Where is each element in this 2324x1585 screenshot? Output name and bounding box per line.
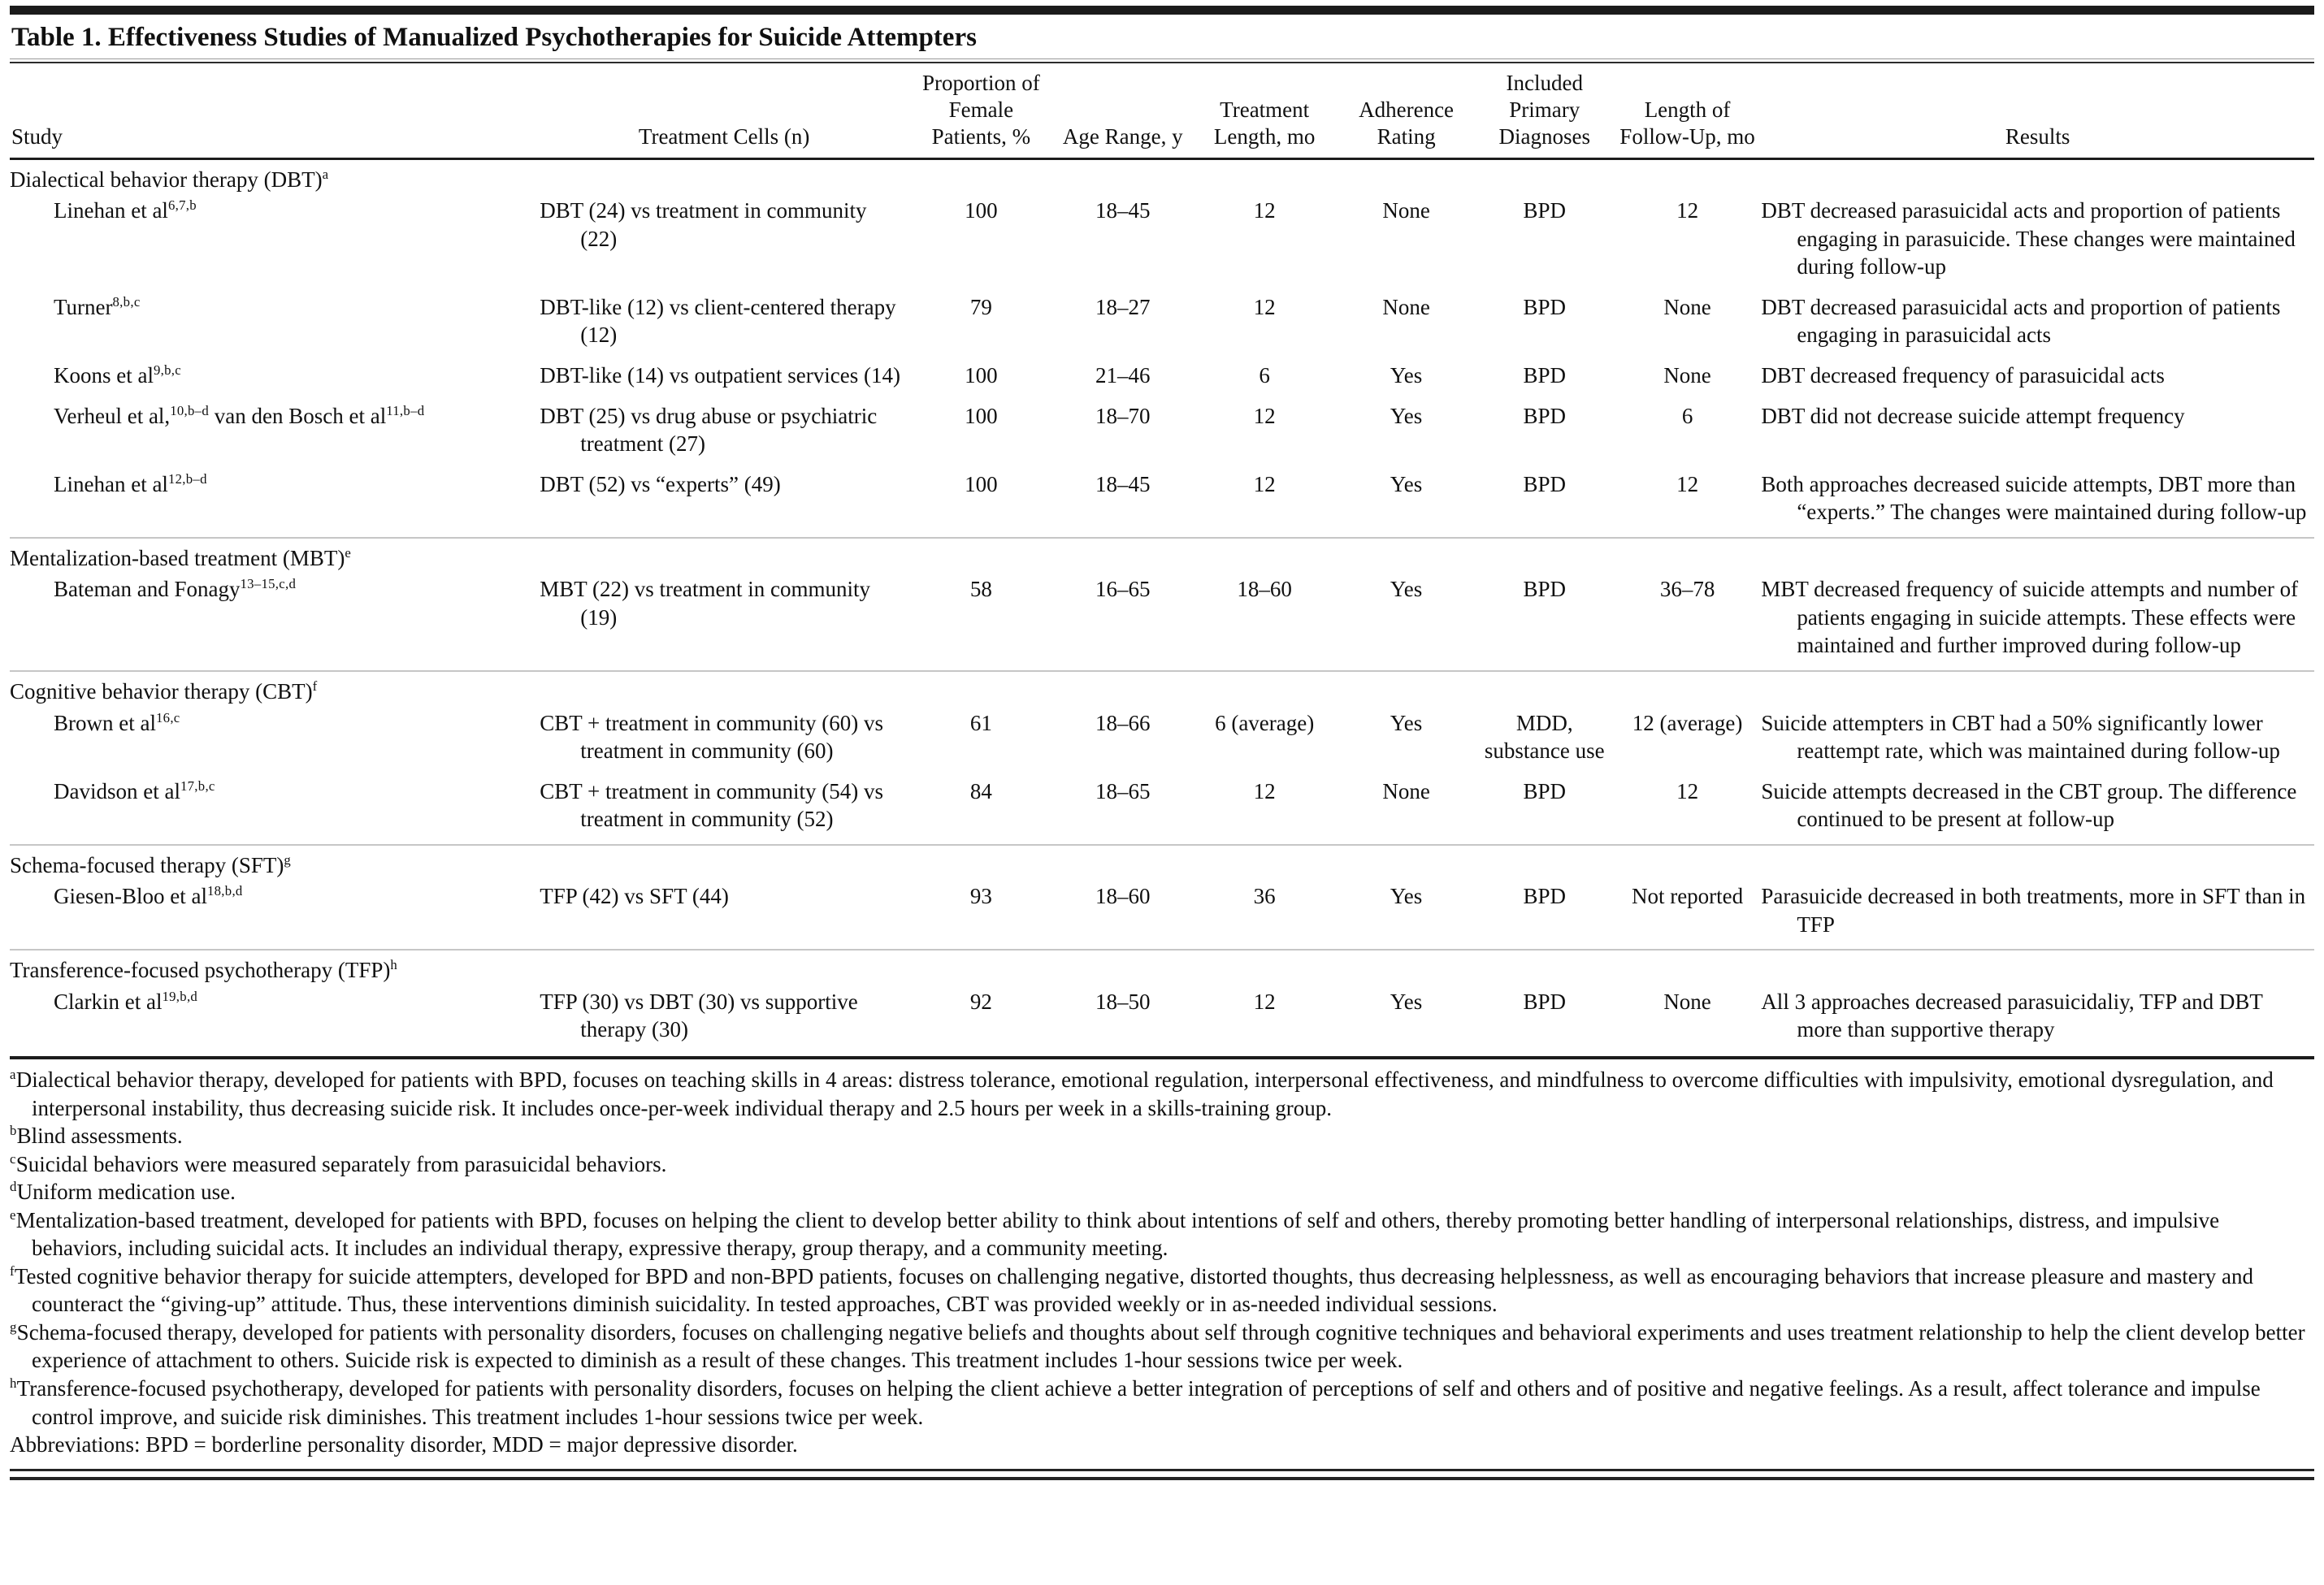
study-name: Brown et al: [54, 710, 156, 735]
footnote: [10, 1178, 2314, 1206]
adherence-rating-cell: Yes: [1390, 989, 1423, 1014]
table-row: [10, 292, 2314, 360]
table-row: [10, 574, 2314, 671]
age-range-cell: 18–45: [1095, 198, 1151, 223]
section-header-cell: [10, 158, 2314, 195]
study-cell: [10, 986, 540, 1055]
footnote-text: Suicidal behaviors were measured separately from parasuicidal behaviors.: [15, 1151, 667, 1176]
followup-length-cell: None: [1663, 989, 1711, 1014]
age-range-cell: 18–66: [1095, 710, 1151, 735]
study-name: van den Bosch et al: [209, 403, 387, 428]
study-name: Giesen-Bloo et al: [54, 884, 207, 909]
abbreviations-note: Abbreviations: BPD = borderline personality disorder, MDD = major depressive disorder.: [10, 1432, 798, 1457]
adherence-rating-cell: Yes: [1390, 884, 1423, 909]
reference-superscript: 17,b,c: [180, 777, 215, 794]
female-percentage-cell: 61: [969, 710, 992, 735]
footnote-text: Dialectical behavior therapy, developed for patients with BPD, focuses on teaching skills in 4 areas: distress tolerance, emotional regulation, interpersonal effectiveness, and mindfulness to overcome difficulties with impulsivity, emotional dysregulation, and interpersonal instability, thus decreasing suicide risk. It includes once-per-week individual therapy and 2.5 hours per week in a skills-training group.: [15, 1067, 2274, 1120]
adherence-rating-cell: Yes: [1390, 363, 1423, 388]
footnotes: [10, 1056, 2314, 1459]
footnote-text: Blind assessments.: [16, 1124, 183, 1149]
study-name: Turner: [54, 294, 113, 319]
section-header-cell: [10, 950, 2314, 986]
table-row: [10, 986, 2314, 1055]
footnote: [10, 1150, 2314, 1179]
paper-page: [0, 6, 2324, 1480]
age-range-cell: 21–46: [1095, 363, 1151, 388]
table-body: [10, 158, 2314, 1055]
study-name: Koons et al: [54, 363, 154, 388]
footnote-marker-superscript: d: [10, 1179, 17, 1195]
treatment-length-cell: 12: [1253, 403, 1276, 428]
results-cell: Both approaches decreased suicide attempts, DBT more than “experts.” The changes were maintained during follow-up: [1761, 471, 2307, 525]
treatment-length-cell: 12: [1253, 294, 1276, 319]
treatment-length-cell: 18–60: [1237, 577, 1292, 602]
reference-superscript: 13–15,c,d: [240, 576, 297, 592]
section-header-label: Transference-focused psychotherapy (TFP): [10, 958, 391, 983]
study-name: Davidson et al: [54, 778, 180, 803]
footnote-marker-superscript: e: [345, 544, 352, 561]
study-cell: [10, 574, 540, 671]
followup-length-cell: 12: [1676, 198, 1699, 223]
results-cell: DBT decreased frequency of parasuicidal acts: [1761, 363, 2165, 388]
footnote-text: Transference-focused psychotherapy, developed for patients with personality disorders, focuses on helping the client achieve a better integration of perceptions of self and others and of positive and negative feelings. As a result, affect tolerance and impulse control improve, and suicide risk diminishes. This treatment includes 1-hour sessions twice per week.: [16, 1375, 2261, 1429]
age-range-cell: 18–65: [1095, 778, 1151, 803]
treatment-length-cell: 6 (average): [1215, 710, 1315, 735]
study-name: Linehan et al: [54, 198, 168, 223]
footnote-text: Schema-focused therapy, developed for patients with personality disorders, focuses on challenging negative beliefs and thoughts about self through cognitive techniques and behavioral experiments and uses treatment relationship to help the client develop better experience of attachment to others. Suicide risk is expected to diminish as a result of these changes. This treatment includes 1-hour sessions twice per week.: [16, 1319, 2305, 1373]
results-cell: DBT did not decrease suicide attempt frequency: [1761, 403, 2185, 428]
results-cell: All 3 approaches decreased parasuicidaliy, TFP and DBT more than supportive therapy: [1761, 989, 2263, 1042]
age-range-cell: 18–60: [1095, 884, 1151, 909]
table-title: Table 1. Effectiveness Studies of Manualized Psychotherapies for Suicide Attempters: [11, 23, 977, 52]
followup-length-cell: None: [1663, 363, 1711, 388]
results-cell: Parasuicide decreased in both treatments, more in SFT than in TFP: [1761, 884, 2306, 937]
adherence-rating-cell: None: [1382, 294, 1430, 319]
reference-superscript: 12,b–d: [167, 470, 207, 487]
top-rule: [10, 6, 2314, 15]
effectiveness-studies-table: [10, 63, 2314, 1055]
study-name: Bateman and Fonagy: [54, 577, 241, 602]
treatment-length-cell: 12: [1253, 471, 1276, 496]
table-row: [10, 776, 2314, 845]
study-cell: [10, 708, 540, 776]
age-range-cell: 16–65: [1095, 577, 1151, 602]
reference-superscript: 8,b,c: [112, 293, 141, 310]
treatment-cells-cell: CBT + treatment in community (54) vs treatment in community (52): [540, 778, 883, 832]
followup-length-cell: 6: [1681, 403, 1693, 428]
followup-length-cell: 12: [1676, 471, 1699, 496]
footnote: [10, 1066, 2314, 1122]
section-header-cell: [10, 845, 2314, 881]
study-cell: [10, 401, 540, 469]
results-cell: MBT decreased frequency of suicide attempts and number of patients engaging in suicide attempts. These effects were maintained and further improved during follow-up: [1761, 577, 2299, 658]
bottom-rule: [10, 1469, 2314, 1480]
reference-superscript: 11,b–d: [386, 402, 425, 418]
primary-diagnoses-cell: BPD: [1523, 577, 1566, 602]
footnote-text: Tested cognitive behavior therapy for suicide attempters, developed for BPD and non-BPD patients, focuses on challenging negative, distorted thoughts, thus decreasing helplessness, as well as encouraging behaviors that increase pleasure and mastery and counteract the “giving-up” attitude. Thus, these interventions diminish suicidality. In tested approaches, CBT was provided weekly or in as-needed individual sessions.: [14, 1263, 2253, 1317]
results-cell: DBT decreased parasuicidal acts and proportion of patients engaging in parasuicide. These changes were maintained during follow-up: [1761, 198, 2296, 279]
results-cell: Suicide attempts decreased in the CBT group. The difference continued to be present at follow-up: [1761, 778, 2297, 832]
female-percentage-cell: 93: [969, 884, 992, 909]
table-header-row: [10, 63, 2314, 158]
study-name: Verheul et al,: [54, 403, 171, 428]
footnote: [10, 1122, 2314, 1150]
section-header-row: [10, 845, 2314, 881]
study-cell: [10, 292, 540, 360]
followup-length-cell: None: [1663, 294, 1711, 319]
female-percentage-cell: 58: [969, 577, 992, 602]
table-row: [10, 195, 2314, 292]
results-cell: DBT decreased parasuicidal acts and proportion of patients engaging in parasuicidal acts: [1761, 294, 2281, 348]
table-row: [10, 360, 2314, 401]
footnote-marker-superscript: f: [10, 1262, 15, 1279]
adherence-rating-cell: Yes: [1390, 710, 1423, 735]
female-percentage-cell: 100: [965, 403, 998, 428]
female-percentage-cell: 84: [969, 778, 992, 803]
column-header: Results: [2005, 123, 2070, 149]
study-cell: [10, 360, 540, 401]
female-percentage-cell: 79: [969, 294, 992, 319]
treatment-length-cell: 12: [1253, 989, 1276, 1014]
adherence-rating-cell: Yes: [1390, 577, 1423, 602]
treatment-cells-cell: DBT-like (14) vs outpatient services (14): [540, 363, 900, 388]
followup-length-cell: 12: [1676, 778, 1699, 803]
footnote-marker-superscript: h: [10, 1375, 17, 1391]
age-range-cell: 18–27: [1095, 294, 1151, 319]
footnote: [10, 1206, 2314, 1262]
footnote-marker-superscript: b: [10, 1123, 17, 1139]
treatment-length-cell: 36: [1253, 884, 1276, 909]
female-percentage-cell: 92: [969, 989, 992, 1014]
treatment-length-cell: 6: [1259, 363, 1270, 388]
age-range-cell: 18–50: [1095, 989, 1151, 1014]
primary-diagnoses-cell: MDD, substance use: [1484, 710, 1605, 764]
followup-length-cell: 12 (average): [1632, 710, 1743, 735]
footnote-marker-superscript: a: [322, 166, 329, 182]
column-header: Study: [11, 123, 63, 149]
table-row: [10, 401, 2314, 469]
primary-diagnoses-cell: BPD: [1523, 471, 1566, 496]
primary-diagnoses-cell: BPD: [1523, 778, 1566, 803]
adherence-rating-cell: None: [1382, 778, 1430, 803]
reference-superscript: 16,c: [155, 709, 180, 725]
reference-superscript: 19,b,d: [162, 988, 198, 1004]
adherence-rating-cell: Yes: [1390, 471, 1423, 496]
footnote: [10, 1319, 2314, 1375]
column-header: Age Range, y: [1062, 123, 1183, 149]
female-percentage-cell: 100: [965, 198, 998, 223]
section-header-label: Schema-focused therapy (SFT): [10, 852, 284, 877]
treatment-cells-cell: CBT + treatment in community (60) vs treatment in community (60): [540, 710, 883, 764]
column-header: Proportion of Female Patients, %: [921, 70, 1040, 149]
treatment-cells-cell: MBT (22) vs treatment in community (19): [540, 577, 870, 630]
study-cell: [10, 776, 540, 845]
study-name: Clarkin et al: [54, 989, 163, 1014]
section-header-cell: [10, 538, 2314, 574]
column-header: Included Primary Diagnoses: [1498, 70, 1590, 149]
followup-length-cell: 36–78: [1659, 577, 1715, 602]
primary-diagnoses-cell: BPD: [1523, 198, 1566, 223]
footnote-marker-superscript: f: [312, 678, 318, 694]
footnote-marker-superscript: a: [10, 1066, 16, 1082]
footnote: [10, 1262, 2314, 1319]
section-header-cell: [10, 671, 2314, 708]
study-cell: [10, 195, 540, 292]
footnote-marker-superscript: g: [284, 851, 292, 868]
reference-superscript: 9,b,c: [153, 362, 182, 379]
treatment-length-cell: 12: [1253, 778, 1276, 803]
treatment-cells-cell: DBT (52) vs “experts” (49): [540, 471, 781, 496]
treatment-cells-cell: DBT (25) vs drug abuse or psychiatric treatment (27): [540, 403, 878, 457]
adherence-rating-cell: None: [1382, 198, 1430, 223]
female-percentage-cell: 100: [965, 363, 998, 388]
reference-superscript: 6,7,b: [167, 197, 197, 214]
footnote-marker-superscript: c: [10, 1150, 16, 1167]
table-row: [10, 881, 2314, 950]
study-cell: [10, 881, 540, 950]
table-header: [10, 63, 2314, 158]
study-cell: [10, 469, 540, 538]
primary-diagnoses-cell: BPD: [1523, 403, 1566, 428]
treatment-cells-cell: DBT (24) vs treatment in community (22): [540, 198, 867, 251]
column-header: Length of Follow-Up, mo: [1619, 97, 1755, 149]
primary-diagnoses-cell: BPD: [1523, 363, 1566, 388]
footnote-text: Mentalization-based treatment, developed for patients with BPD, focuses on helping the client to develop better ability to think about intentions of self and others, thereby promoting better handling of interpersonal relationships, distress, and impulsive behaviors, including suicidal acts. It includes an individual therapy, expressive therapy, group therapy, and a community meeting.: [15, 1207, 2220, 1261]
section-header-row: [10, 950, 2314, 986]
section-header-label: Cognitive behavior therapy (CBT): [10, 678, 313, 704]
treatment-cells-cell: DBT-like (12) vs client-centered therapy (12): [540, 294, 896, 348]
column-header: Treatment Cells (n): [638, 123, 810, 149]
section-header-row: [10, 158, 2314, 195]
female-percentage-cell: 100: [965, 471, 998, 496]
reference-superscript: 10,b–d: [170, 402, 210, 418]
table-row: [10, 708, 2314, 776]
primary-diagnoses-cell: BPD: [1523, 294, 1566, 319]
treatment-cells-cell: TFP (42) vs SFT (44): [540, 884, 729, 909]
study-name: Linehan et al: [54, 471, 168, 496]
column-header: Treatment Length, mo: [1213, 97, 1316, 149]
age-range-cell: 18–70: [1095, 403, 1151, 428]
results-cell: Suicide attempters in CBT had a 50% significantly lower reattempt rate, which was maintained during follow-up: [1761, 710, 2280, 764]
footnote-text: Uniform medication use.: [16, 1180, 236, 1205]
section-header-label: Dialectical behavior therapy (DBT): [10, 167, 323, 192]
table-row: [10, 469, 2314, 538]
treatment-cells-cell: TFP (30) vs DBT (30) vs supportive therapy (30): [540, 989, 858, 1042]
reference-superscript: 18,b,d: [206, 883, 243, 899]
footnote-marker-superscript: h: [390, 957, 398, 973]
adherence-rating-cell: Yes: [1390, 403, 1423, 428]
section-header-row: [10, 538, 2314, 574]
primary-diagnoses-cell: BPD: [1523, 884, 1566, 909]
section-header-label: Mentalization-based treatment (MBT): [10, 545, 345, 570]
footnote: [10, 1375, 2314, 1431]
footnote-marker-superscript: e: [10, 1206, 16, 1223]
followup-length-cell: Not reported: [1631, 884, 1744, 909]
treatment-length-cell: 12: [1253, 198, 1276, 223]
section-header-row: [10, 671, 2314, 708]
primary-diagnoses-cell: BPD: [1523, 989, 1566, 1014]
column-header: Adherence Rating: [1359, 97, 1455, 149]
footnote-marker-superscript: g: [10, 1319, 17, 1335]
age-range-cell: 18–45: [1095, 471, 1151, 496]
